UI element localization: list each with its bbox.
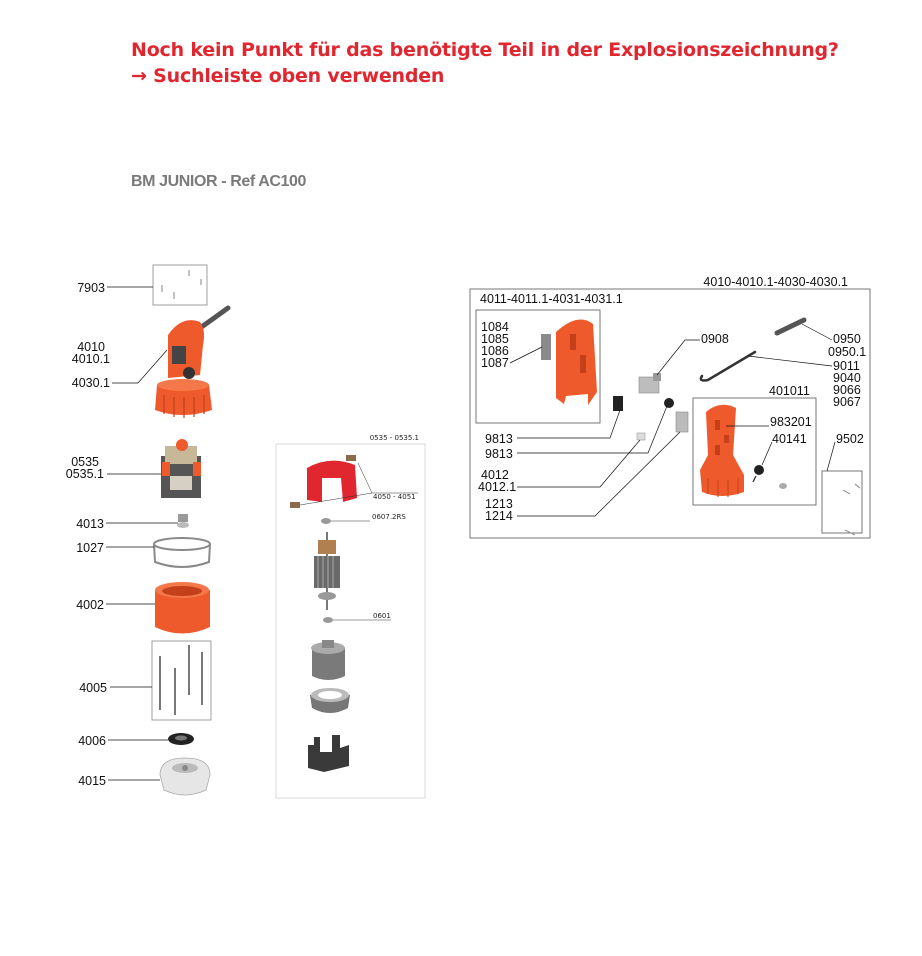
- handle-box-title: 4010-4010.1-4030-4030.1: [703, 275, 848, 289]
- label-4005: 4005: [79, 681, 107, 695]
- label-1027: 1027: [76, 541, 104, 555]
- part-4005[interactable]: [152, 641, 211, 720]
- part-9813-b[interactable]: [664, 398, 674, 408]
- label-4012: 4012: [481, 468, 509, 482]
- part-4010[interactable]: [155, 308, 228, 418]
- part-motor-base[interactable]: [308, 735, 349, 772]
- label-4013: 4013: [76, 517, 104, 531]
- label-9502: 9502: [836, 432, 864, 446]
- part-40141[interactable]: [753, 465, 787, 489]
- part-0950[interactable]: [777, 320, 804, 333]
- part-4006[interactable]: [168, 733, 194, 745]
- model-title: BM JUNIOR - Ref AC100: [131, 173, 307, 190]
- label-983201: 983201: [770, 415, 812, 429]
- handle-detail-box: [470, 289, 870, 538]
- label-0607: 0607.2RS: [372, 513, 406, 521]
- part-4002[interactable]: [155, 582, 210, 634]
- part-0908[interactable]: [639, 373, 661, 393]
- label-0950-1: 0950.1: [828, 345, 867, 359]
- label-4015: 4015: [78, 774, 106, 788]
- label-1085: 1085: [481, 332, 509, 346]
- label-9813-a: 9813: [485, 432, 513, 446]
- part-0535[interactable]: [161, 439, 201, 498]
- part-9502[interactable]: [822, 471, 862, 535]
- part-handle[interactable]: [700, 405, 744, 497]
- label-1086: 1086: [481, 344, 509, 358]
- label-1087: 1087: [481, 356, 509, 370]
- label-0601: 0601: [373, 612, 391, 620]
- label-0950: 0950: [833, 332, 861, 346]
- part-stator-ring[interactable]: [310, 688, 350, 713]
- notice-line-2: → Suchleiste oben verwenden: [131, 65, 445, 87]
- part-4012[interactable]: [637, 433, 645, 440]
- label-0535-1: 0535.1: [65, 467, 104, 481]
- label-9066: 9066: [833, 383, 861, 397]
- label-4002: 4002: [76, 598, 104, 612]
- label-1084: 1084: [481, 320, 509, 334]
- label-1213: 1213: [485, 497, 513, 511]
- sub-box-title: 401011: [769, 384, 810, 398]
- part-bearing-top[interactable]: [321, 518, 331, 524]
- inner-box-title: 4011-4011.1-4031-4031.1: [480, 292, 623, 306]
- label-4050: 4050 - 4051: [373, 493, 416, 501]
- label-4030-1: 4030.1: [71, 376, 110, 390]
- part-brush-holder[interactable]: [290, 455, 357, 508]
- label-9813-b: 9813: [485, 447, 513, 461]
- label-1214: 1214: [485, 509, 513, 523]
- part-stator[interactable]: [311, 640, 345, 680]
- part-1027[interactable]: [154, 538, 210, 567]
- part-9011[interactable]: [701, 352, 755, 381]
- label-9011: 9011: [833, 359, 860, 373]
- part-armature[interactable]: [314, 532, 340, 610]
- label-4010-1: 4010.1: [71, 352, 110, 366]
- label-4010: 4010: [77, 340, 105, 354]
- label-9067: 9067: [833, 395, 861, 409]
- part-9813-a[interactable]: [613, 396, 623, 411]
- label-7903: 7903: [77, 281, 105, 295]
- label-0535: 0535: [71, 455, 99, 469]
- part-7903[interactable]: [153, 265, 207, 305]
- part-1213[interactable]: [676, 412, 688, 432]
- motor-box-title: 0535 - 0535.1: [369, 434, 419, 442]
- label-9040: 9040: [833, 371, 861, 385]
- part-4015[interactable]: [160, 758, 210, 795]
- part-bearing-bottom[interactable]: [323, 617, 333, 623]
- notice-line-1: Noch kein Punkt für das benötigte Teil in der Explosionszeichnung?: [131, 39, 839, 61]
- label-0908: 0908: [701, 332, 729, 346]
- label-4012-1: 4012.1: [478, 480, 517, 494]
- part-shell[interactable]: [541, 320, 597, 406]
- label-40141: 40141: [772, 432, 807, 446]
- label-4006: 4006: [78, 734, 106, 748]
- part-4013[interactable]: [177, 514, 189, 528]
